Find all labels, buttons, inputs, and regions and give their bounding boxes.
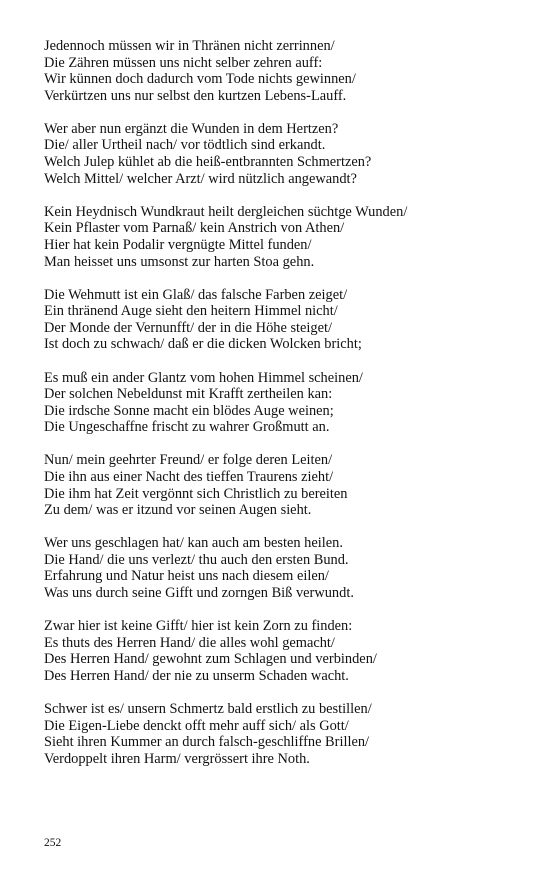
poem-line: Jedennoch müssen wir in Thränen nicht zerrinnen/ <box>44 38 335 54</box>
poem-line: Die Zähren müssen uns nicht selber zehren auff: <box>44 54 323 71</box>
poem-line: Ist doch zu schwach/ daß er die dicken Wolcken bricht; <box>44 336 362 353</box>
stanza <box>44 38 524 104</box>
stanza <box>44 535 524 601</box>
poem-line: Nun/ mein geehrter Freund/ er folge deren Leiten/ <box>44 452 333 469</box>
poem-line: Wer aber nun ergänzt die Wunden in dem Hertzen? <box>44 120 339 137</box>
poem-line: Die irdsche Sonne macht ein blödes Auge weinen; <box>44 402 334 419</box>
poem-line: Kein Pflaster vom Parnaß/ kein Anstrich von Athen/ <box>44 220 345 237</box>
stanza <box>44 452 524 518</box>
poem-line: Wir künnen doch dadurch vom Tode nichts gewinnen/ <box>44 71 356 88</box>
poem-line: Zu dem/ was er itzund vor seinen Augen sieht. <box>44 502 312 519</box>
poem-line: Der solchen Nebeldunst mit Krafft zertheilen kan: <box>44 386 333 403</box>
poem-line: Des Herren Hand/ der nie zu unserm Schaden wacht. <box>44 667 349 684</box>
poem-line: Man heisset uns umsonst zur harten Stoa gehn. <box>44 253 315 270</box>
poem-line: Kein Heydnisch Wundkraut heilt dergleichen süchtge Wunden/ <box>44 203 408 220</box>
poem-line: Verdoppelt ihren Harm/ vergrössert ihre Noth. <box>44 750 310 767</box>
poem-line: Welch Mittel/ welcher Arzt/ wird nützlich angewandt? <box>44 170 357 187</box>
poem-line: Die Wehmutt ist ein Glaß/ das falsche Farben zeiget/ <box>44 286 348 303</box>
poem-line: Die ihm hat Zeit vergönnt sich Christlich zu bereiten <box>44 485 348 502</box>
poem-line: Der Monde der Vernunfft/ der in die Höhe steiget/ <box>44 319 333 336</box>
poem-line: Schwer ist es/ unsern Schmertz bald erstlich zu bestillen/ <box>44 701 372 717</box>
stanza <box>44 701 524 767</box>
poem-line: Erfahrung und Natur heist uns nach diesem eilen/ <box>44 568 329 585</box>
poem-body <box>44 38 524 784</box>
poem-line: Die Hand/ die uns verlezt/ thu auch den ersten Bund. <box>44 551 349 568</box>
poem-line: Des Herren Hand/ gewohnt zum Schlagen und verbinden/ <box>44 651 377 668</box>
poem-line: Ein thränend Auge sieht den heitern Himmel nicht/ <box>44 303 338 320</box>
stanza <box>44 287 524 353</box>
poem-line: Es muß ein ander Glantz vom hohen Himmel scheinen/ <box>44 369 363 386</box>
poem-line: Wer uns geschlagen hat/ kan auch am besten heilen. <box>44 535 343 552</box>
poem-line: Die Eigen-Liebe denckt offt mehr auff sich/ als Gott/ <box>44 717 349 734</box>
poem-line: Zwar hier ist keine Gifft/ hier ist kein Zorn zu finden: <box>44 618 353 635</box>
poem-line: Die/ aller Urtheil nach/ vor tödtlich sind erkandt. <box>44 137 326 154</box>
stanza <box>44 121 524 187</box>
poem-line: Sieht ihren Kummer an durch falsch-geschliffne Brillen/ <box>44 734 370 751</box>
poem-line: Die Ungeschaffne frischt zu wahrer Großmutt an. <box>44 419 330 436</box>
poem-line: Was uns durch seine Gifft und zorngen Biß verwundt. <box>44 585 354 602</box>
poem-line: Es thuts des Herren Hand/ die alles wohl gemacht/ <box>44 634 335 651</box>
page-number: 252 <box>44 837 62 849</box>
poem-line: Verkürtzen uns nur selbst den kurtzen Lebens-Lauff. <box>44 87 347 104</box>
poem-line: Welch Julep kühlet ab die heiß-entbrannten Schmertzen? <box>44 154 372 171</box>
poem-line: Hier hat kein Podalir vergnügte Mittel funden/ <box>44 236 312 253</box>
stanza <box>44 618 524 684</box>
stanza <box>44 204 524 270</box>
stanza <box>44 370 524 436</box>
poem-line: Die ihn aus einer Nacht des tieffen Traurens zieht/ <box>44 468 334 485</box>
